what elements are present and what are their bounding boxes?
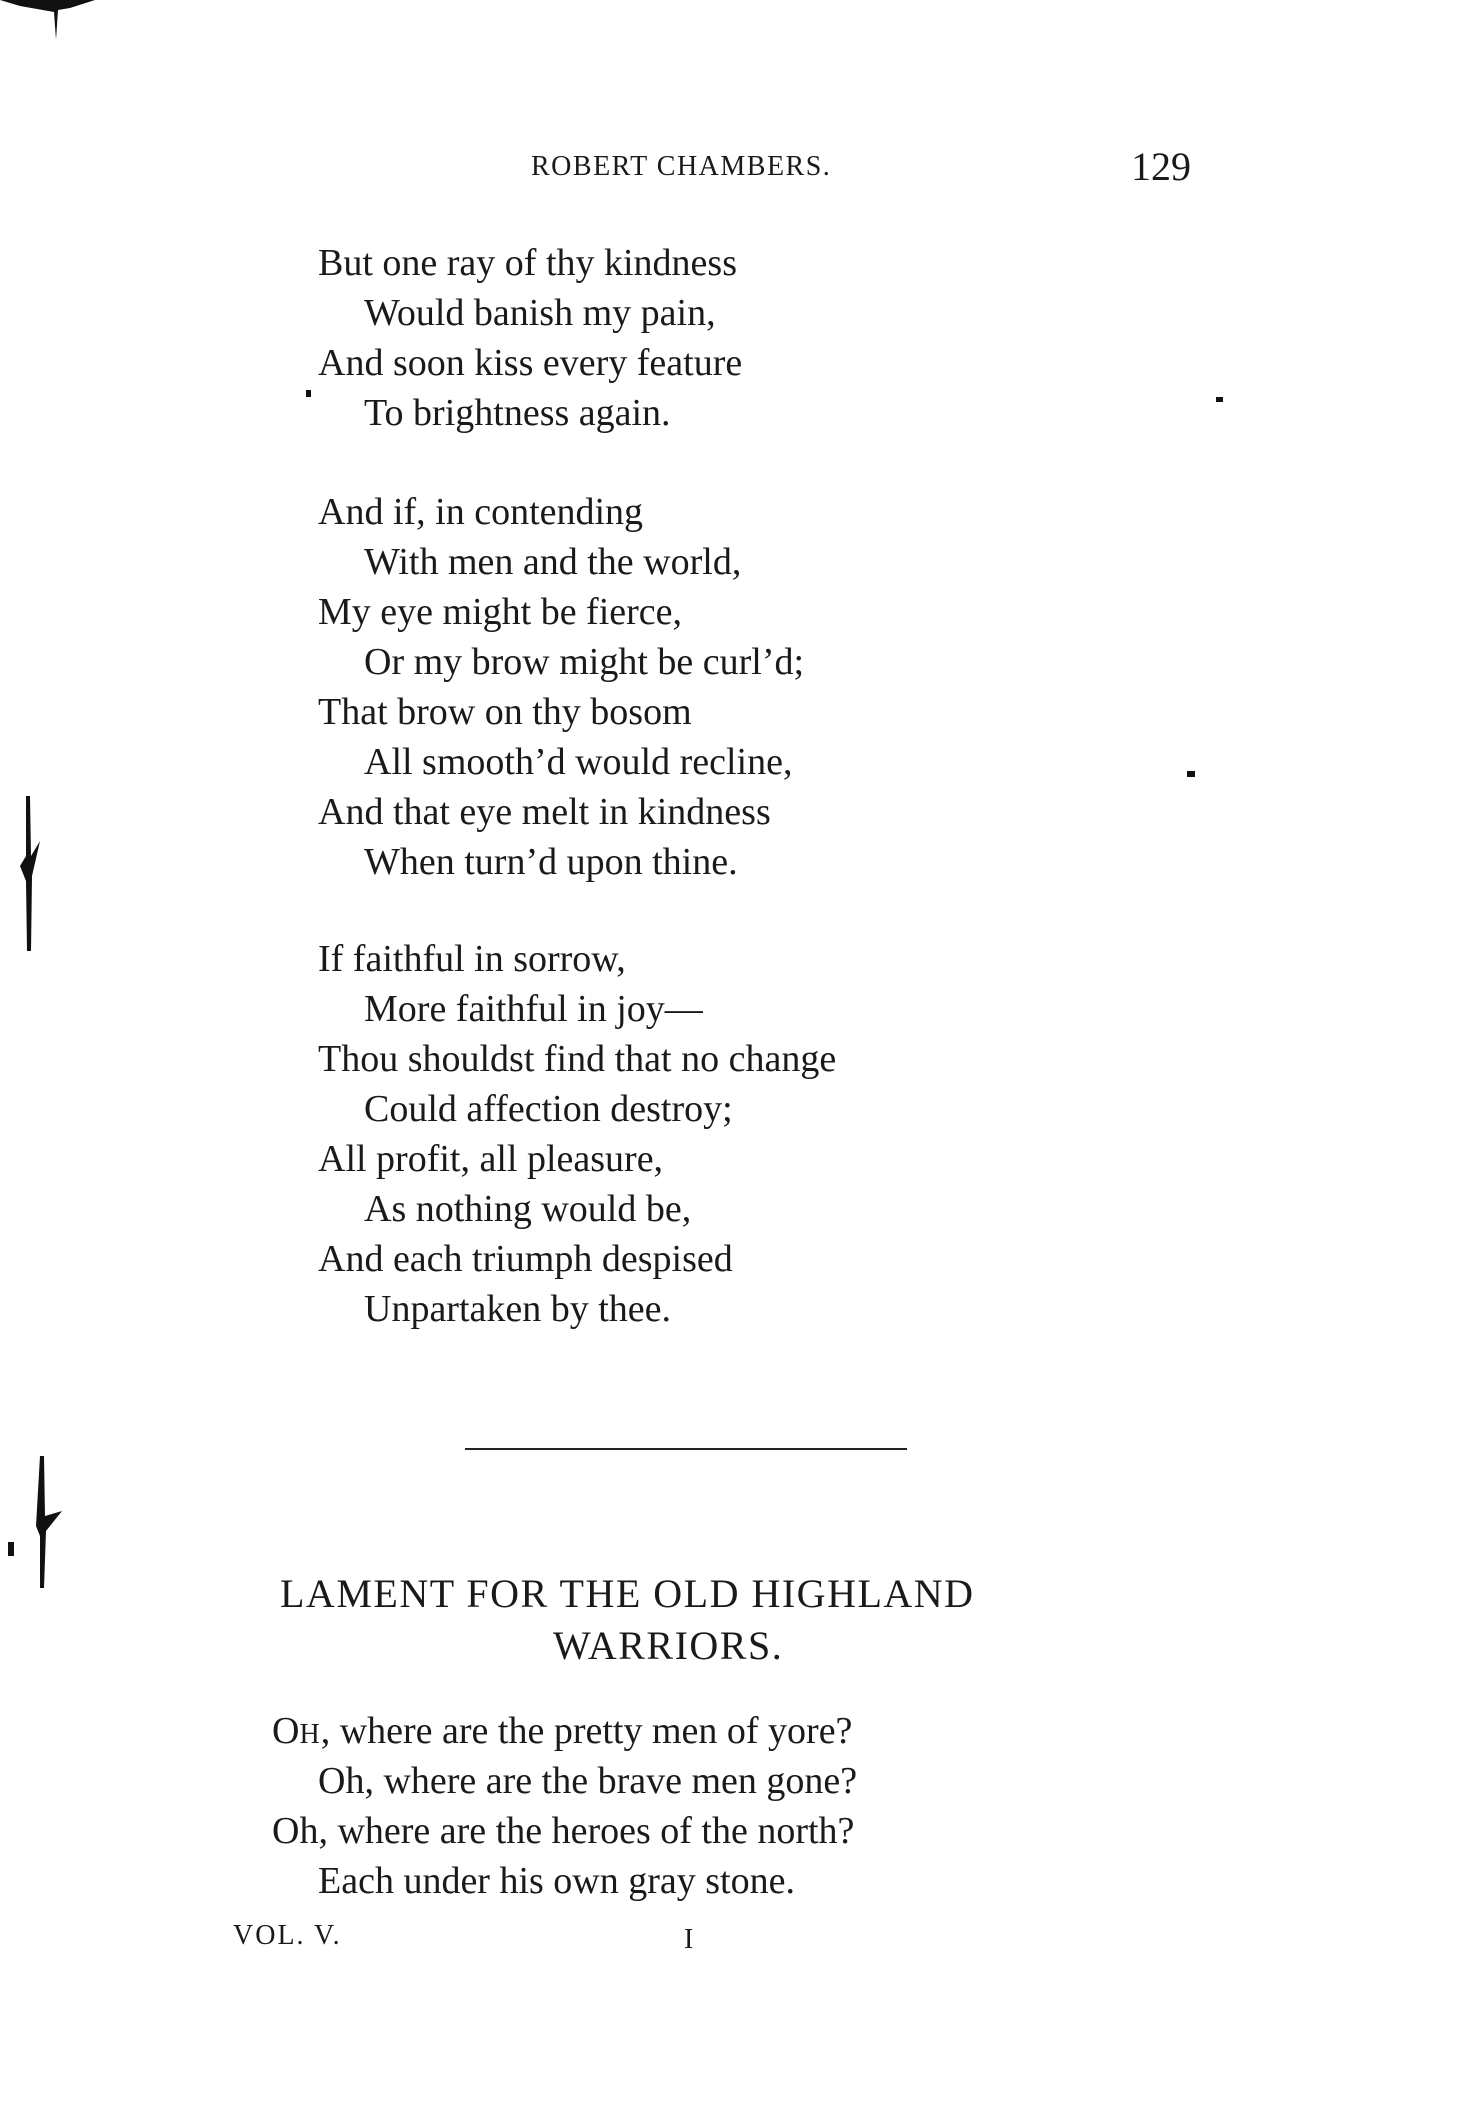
verse-line <box>272 1712 852 1750</box>
verse-line: With men and the world, <box>364 541 742 583</box>
ink-speck <box>306 390 311 397</box>
verse-line: Unpartaken by thee. <box>364 1288 672 1330</box>
opening-small-caps: H <box>299 1719 321 1750</box>
volume-signature: VOL. V. <box>233 1920 342 1951</box>
verse-line: Each under his own gray stone. <box>318 1860 795 1902</box>
verse-line: More faithful in joy— <box>364 988 703 1030</box>
verse-line: All profit, all pleasure, <box>318 1138 664 1180</box>
verse-line: To brightness again. <box>364 392 671 434</box>
section-title-line-2: WARRIORS. <box>553 1623 784 1668</box>
section-title-line-1: LAMENT FOR THE OLD HIGHLAND <box>280 1571 975 1616</box>
ink-speck <box>1187 771 1195 777</box>
verse-line: And each triumph despised <box>318 1238 733 1280</box>
ink-speck <box>1216 397 1223 402</box>
verse-line: Or my brow might be curl’d; <box>364 641 805 683</box>
page-number: 129 <box>1131 144 1191 189</box>
verse-line: Oh, where are the heroes of the north? <box>272 1810 855 1852</box>
verse-line: And if, in contending <box>318 491 644 533</box>
ink-blot-mark <box>0 0 100 60</box>
section-divider <box>465 1448 907 1450</box>
verse-line: But one ray of thy kindness <box>318 242 738 284</box>
signature-mark: I <box>684 1924 694 1955</box>
verse-line: Thou shouldst find that no change <box>318 1038 837 1080</box>
verse-line: That brow on thy bosom <box>318 691 692 733</box>
margin-ink-mark <box>0 1456 70 1591</box>
verse-line: If faithful in sorrow, <box>318 938 626 980</box>
verse-line: My eye might be fierce, <box>318 591 683 633</box>
running-title: ROBERT CHAMBERS. <box>531 151 832 182</box>
verse-line: Oh, where are the brave men gone? <box>318 1760 858 1802</box>
verse-line: Could affection destroy; <box>364 1088 733 1130</box>
opening-capital: O <box>272 1710 300 1752</box>
verse-line: All smooth’d would recline, <box>364 741 793 783</box>
verse-line: And soon kiss every feature <box>318 342 743 384</box>
margin-ink-mark <box>14 796 44 956</box>
verse-line: As nothing would be, <box>364 1188 692 1230</box>
first-line-rest: , where are the pretty men of yore? <box>320 1710 853 1752</box>
verse-line: When turn’d upon thine. <box>364 841 738 883</box>
verse-line: And that eye melt in kindness <box>318 791 771 833</box>
verse-line: Would banish my pain, <box>364 292 716 334</box>
